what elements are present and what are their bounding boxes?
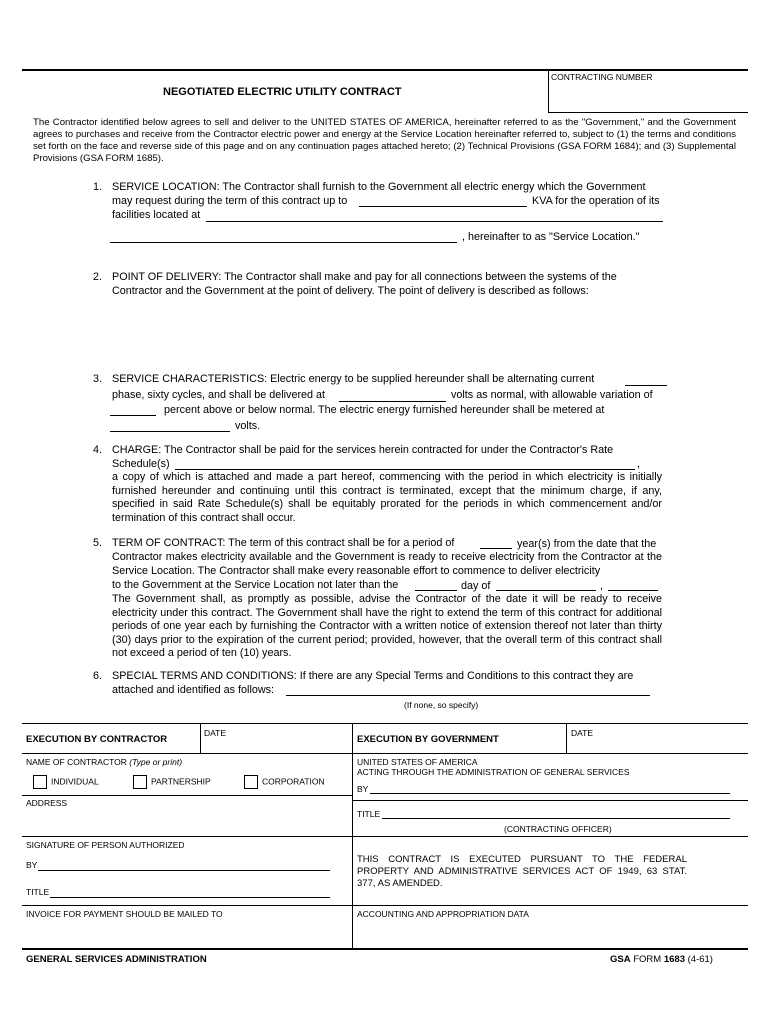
checkbox-corporation[interactable]: [244, 775, 325, 789]
facilities-location-field-2[interactable]: [110, 242, 457, 243]
gov-line-1: UNITED STATES OF AMERICA: [357, 757, 478, 767]
contracting-officer-note: (CONTRACTING OFFICER): [504, 824, 612, 834]
item-4-text-d: a copy of which is attached and made a part hereof, commencing with the period in which electricity is initially furnished hereunder and continuing until this contract is terminated, except that the minimum charge, if any, specified in said Rate Schedule(s) shall be equitably prorated for the periods in which commencement and/or termination of this contract shall occur.: [112, 471, 662, 524]
name-of-contractor-label: [26, 757, 182, 767]
individual-checkbox-box[interactable]: [33, 775, 47, 789]
form-prefix: GSA: [610, 954, 631, 965]
contracting-number-bottom: [548, 112, 748, 113]
by-label: BY: [26, 860, 38, 870]
item-2-text-b: Contractor and the Government at the point of delivery. The point of delivery is described as follows:: [112, 285, 589, 297]
item-4-text-b: Schedule(s): [112, 458, 170, 470]
variation-field[interactable]: [110, 415, 156, 416]
item-5-number: 5.: [93, 537, 103, 549]
title-label: TITLE: [26, 887, 50, 897]
item-5-text-e: day of: [461, 580, 491, 592]
government-heading: EXECUTION BY GOVERNMENT: [357, 734, 499, 745]
term-years-field[interactable]: [480, 548, 512, 549]
if-none-note: (If none, so specify): [404, 700, 479, 710]
item-5-text-c: Contractor makes electricity available and the Government is ready to receive electricity from the Contractor at the Service Location. The Contractor shall make every reasonable effort to commence to deliver electricity: [112, 551, 662, 577]
item-5-text-f: ,: [600, 580, 603, 592]
partnership-checkbox-box[interactable]: [133, 775, 147, 789]
item-1-text-e: , hereinafter to as "Service Location.": [462, 231, 640, 243]
rate-schedule-field[interactable]: [175, 469, 635, 470]
item-3-text-a: SERVICE CHARACTERISTICS: Electric energy to be supplied hereunder shall be alternating current: [112, 373, 595, 385]
title-field[interactable]: [50, 897, 330, 898]
item-3-text-d: percent above or below normal. The electric energy furnished hereunder shall be metered at: [164, 404, 605, 416]
item-4-number: 4.: [93, 444, 103, 456]
item-2-text-a: POINT OF DELIVERY: The Contractor shall make and pay for all connections between the systems of the: [112, 271, 617, 283]
gov-date-divider: [566, 723, 567, 753]
form-number: 1683: [663, 954, 685, 965]
signature-row-rule: [22, 905, 352, 906]
item-4-text-a: CHARGE: The Contractor shall be paid for the services herein contracted for under the Contractor's Rate: [112, 444, 614, 456]
contractor-date-divider: [200, 723, 201, 753]
name-row-rule: [22, 795, 352, 796]
accounting-label: ACCOUNTING AND APPROPRIATION DATA: [357, 909, 529, 919]
footer-form-id: [610, 954, 713, 965]
item-3-text-e: volts.: [235, 420, 261, 432]
individual-label: INDIVIDUAL: [51, 776, 99, 787]
corporation-label: CORPORATION: [262, 776, 325, 787]
signature-label: SIGNATURE OF PERSON AUTHORIZED: [26, 840, 185, 850]
kva-field[interactable]: [359, 206, 527, 207]
gov-title-row-rule: [352, 836, 748, 837]
contracting-number-label: CONTRACTING NUMBER: [551, 72, 653, 82]
form-date: (4-61): [687, 954, 713, 965]
by-field[interactable]: [38, 870, 330, 871]
corporation-checkbox-box[interactable]: [244, 775, 258, 789]
pursuant-statement: THIS CONTRACT IS EXECUTED PURSUANT TO THE FEDERAL PROPERTY AND ADMINISTRATIVE SERVICES ACT OF 1949, 63 STAT. 377, AS AMENDED.: [357, 854, 687, 889]
address-label: ADDRESS: [26, 798, 68, 808]
name-hint-text: (Type or print): [129, 757, 183, 767]
commence-day-field[interactable]: [415, 590, 457, 591]
item-6-text-a: SPECIAL TERMS AND CONDITIONS: If there are any Special Terms and Conditions to this contract they are: [112, 670, 634, 682]
gov-date-label: DATE: [571, 728, 594, 738]
gov-title-field[interactable]: [382, 818, 730, 819]
form-word: FORM: [633, 954, 662, 965]
item-6-text-b: attached and identified as follows:: [112, 684, 275, 696]
item-5-text-d: to the Government at the Service Location not later than the: [112, 579, 399, 591]
checkbox-individual[interactable]: [33, 775, 99, 789]
facilities-location-field[interactable]: [206, 221, 663, 222]
volts-field[interactable]: [339, 401, 446, 402]
bottom-rule: [22, 948, 748, 950]
gov-by-row-rule: [352, 800, 748, 801]
partnership-label: PARTNERSHIP: [151, 776, 211, 787]
item-5-text-b: year(s) from the date that the: [517, 538, 657, 550]
item-1-text-c: KVA for the operation of its: [532, 195, 660, 207]
item-4-text-c: ,: [637, 458, 640, 470]
gov-title-label: TITLE: [357, 809, 381, 819]
item-3-number: 3.: [93, 373, 103, 385]
intro-paragraph: The Contractor identified below agrees to sell and deliver to the UNITED STATES OF AMERICA, hereinafter referred to as the "Government," and the Government agrees to purchases and receive from the Contractor electric power and energy at the Service Location hereinafter referred to, subject to (1) the terms and conditions set forth on the face and reverse side of this page and on any continuation pages attached hereto; (2) Technical Provisions (GSA FORM 1684); and (3) Supplemental Provisions (GSA FORM 1685).: [33, 117, 736, 164]
item-1-text-a: SERVICE LOCATION: The Contractor shall furnish to the Government all electric energy which the Government: [112, 181, 646, 193]
gov-by-label: BY: [357, 784, 369, 794]
gov-line-2: ACTING THROUGH THE ADMINISTRATION OF GENERAL SERVICES: [357, 767, 630, 777]
phase-field[interactable]: [625, 385, 667, 386]
item-3-text-c: volts as normal, with allowable variation of: [451, 389, 653, 401]
name-label-text: NAME OF CONTRACTOR: [26, 757, 127, 767]
item-1-text-b: may request during the term of this contract up to: [112, 195, 348, 207]
address-row-rule: [22, 836, 352, 837]
commence-month-field[interactable]: [496, 590, 596, 591]
contractor-date-label: DATE: [204, 728, 227, 738]
top-rule: [22, 69, 748, 71]
form-title: NEGOTIATED ELECTRIC UTILITY CONTRACT: [163, 86, 402, 98]
item-2-number: 2.: [93, 271, 103, 283]
header-divider: [548, 69, 549, 113]
commence-year-field[interactable]: [608, 590, 658, 591]
pursuant-row-rule: [352, 905, 748, 906]
item-5-text-g: The Government shall, as promptly as possible, advise the Contractor of the date it will be ready to receive electricity under this contract. The Government shall have the right to extend the term of this contract for additional periods of one year each by furnishing the Contractor with a written notice of extension thereof not later than thirty (30) days prior to the expiration of the current period; provided, however, that the overall term of this contract shall not exceed a period of ten (10) years.: [112, 593, 662, 660]
special-terms-field[interactable]: [286, 695, 650, 696]
item-1-number: 1.: [93, 181, 103, 193]
footer-agency: GENERAL SERVICES ADMINISTRATION: [26, 954, 207, 965]
invoice-label: INVOICE FOR PAYMENT SHOULD BE MAILED TO: [26, 909, 223, 919]
item-3-text-b: phase, sixty cycles, and shall be delivered at: [112, 389, 326, 401]
gov-by-field[interactable]: [370, 793, 730, 794]
item-1-text-d: facilities located at: [112, 209, 201, 221]
contractor-heading: EXECUTION BY CONTRACTOR: [26, 734, 168, 745]
item-5-text-a: TERM OF CONTRACT: The term of this contract shall be for a period of: [112, 537, 455, 549]
metered-volts-field[interactable]: [110, 431, 230, 432]
exec-header-rule: [22, 753, 748, 754]
exec-top-rule: [22, 723, 748, 724]
checkbox-partnership[interactable]: [133, 775, 211, 789]
item-6-number: 6.: [93, 670, 103, 682]
